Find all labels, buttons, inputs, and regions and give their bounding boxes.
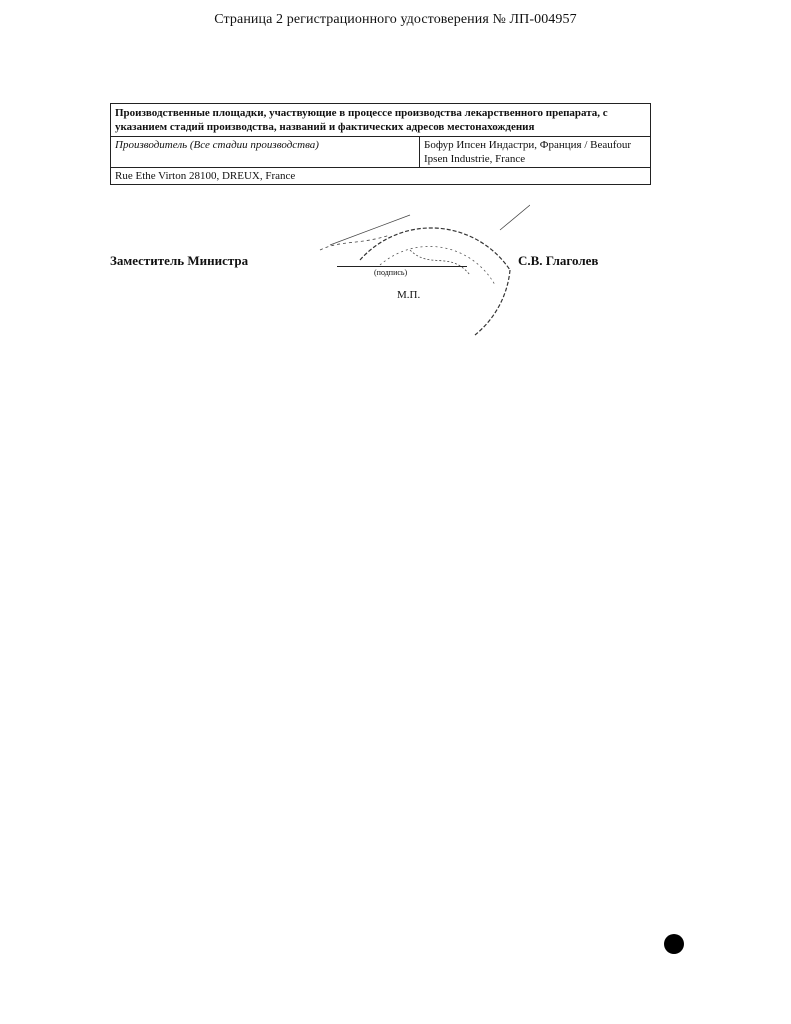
seal-label: М.П. xyxy=(397,289,421,301)
manufacturer-role: Производитель (Все стадии производства) xyxy=(111,137,420,168)
signatory-name: С.В. Глаголев xyxy=(518,253,599,268)
table-row xyxy=(111,137,651,168)
table-title: Производственные площадки, участвующие в процессе производства лекарственного препарата, с указанием стадий производства, названий и фактических адресов местонахождения xyxy=(111,104,651,137)
table-row xyxy=(111,168,651,185)
signature-caption: (подпись) xyxy=(374,268,408,277)
manufacturer-address: Rue Ethe Virton 28100, DREUX, France xyxy=(111,168,651,185)
page-marker-dot xyxy=(664,934,684,954)
page-header: Страница 2 регистрационного удостоверения № ЛП-004957 xyxy=(214,12,577,27)
official-stamp-icon xyxy=(300,190,530,340)
manufacturing-sites-table xyxy=(110,103,651,185)
manufacturer-name: Бофур Ипсен Индастри, Франция / Beaufour Ipsen Industrie, France xyxy=(420,137,651,168)
signatory-position: Заместитель Министра xyxy=(110,253,249,268)
table-title-row xyxy=(111,104,651,137)
